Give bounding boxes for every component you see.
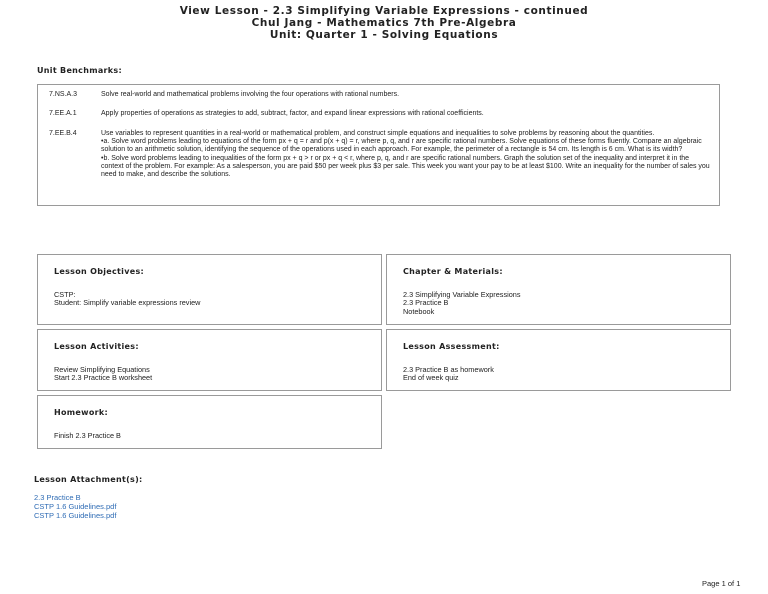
benchmark-paragraph: Solve real-world and mathematical problems involving the four operations with rational numbers. (101, 91, 400, 98)
lesson-objectives-content (54, 291, 200, 308)
benchmark-text (101, 91, 711, 99)
attachment-link[interactable]: 2.3 Practice B (34, 493, 81, 502)
benchmark-row (49, 110, 711, 118)
homework-line: Finish 2.3 Practice B (54, 431, 121, 440)
lesson-activities-box (37, 329, 382, 391)
assessment-line: 2.3 Practice B as homework (403, 365, 494, 374)
benchmark-paragraph: Apply properties of operations as strategies to add, subtract, factor, and expand linear expressions with rational coefficients. (101, 110, 484, 117)
unit-title: Unit: Quarter 1 - Solving Equations (269, 29, 499, 41)
homework-title: Homework: (54, 408, 109, 417)
lesson-assessment-content (403, 366, 494, 383)
lesson-objectives-box (37, 254, 382, 325)
homework-content (54, 432, 121, 440)
benchmark-code: 7.EE.B.4 (49, 130, 77, 137)
chapter-materials-box (386, 254, 731, 325)
unit-benchmarks-label: Unit Benchmarks: (37, 66, 122, 75)
objective-line: CSTP: (54, 290, 76, 299)
benchmark-paragraph: •a. Solve word problems leading to equations of the form px + q = r and p(x + q) = r, where p, q, and r are specific rational numbers. Solve equations of these forms fluently. Compare an algebraic solution to an arithmetic solution, identifying the sequence of the operations used in each approach. For example, the perimeter of a rectangle is 54 cm. Its length is 6 cm. What is its width? (101, 138, 702, 154)
page-title: View Lesson - 2.3 Simplifying Variable Expressions - continued (179, 5, 589, 17)
chapter-materials-content (403, 291, 520, 316)
lesson-assessment-title: Lesson Assessment: (403, 342, 500, 351)
activity-line: Start 2.3 Practice B worksheet (54, 373, 153, 383)
lesson-activities-title: Lesson Activities: (54, 342, 139, 351)
attachment-link[interactable]: CSTP 1.6 Guidelines.pdf (34, 501, 117, 511)
material-line: 2.3 Simplifying Variable Expressions (403, 290, 521, 299)
attachment-link[interactable]: CSTP 1.6 Guidelines.pdf (34, 510, 117, 520)
material-line: Notebook (403, 306, 435, 316)
page-indicator: Page 1 of 1 (702, 579, 741, 588)
page-header (0, 5, 768, 41)
assessment-line: End of week quiz (403, 373, 459, 383)
lesson-attachments-label: Lesson Attachment(s): (34, 475, 143, 484)
benchmark-paragraph: Use variables to represent quantities in a real-world or mathematical problem, and construct simple equations and inequalities to solve problems by reasoning about the quantities. (101, 130, 655, 137)
attachment-list (34, 494, 116, 520)
benchmark-code: 7.NS.A.3 (49, 91, 78, 98)
benchmark-row (49, 130, 711, 179)
activity-line: Review Simplifying Equations (54, 365, 150, 374)
benchmarks-box (37, 84, 720, 206)
teacher-course: Chul Jang - Mathematics 7th Pre-Algebra (251, 17, 517, 29)
lesson-objectives-title: Lesson Objectives: (54, 267, 145, 276)
benchmark-paragraph: •b. Solve word problems leading to inequalities of the form px + q > r or px + q < r, where p, q, and r are specific rational numbers. Graph the solution set of the inequality and interpret it in the context of the problem. For example: As a salesperson, you are paid $50 per week plus $3 per sale. This week you want your pay to be at least $100. Write an inequality for the number of sales you need to make, and describe the solutions. (101, 154, 710, 179)
benchmark-text (101, 130, 711, 179)
material-line: 2.3 Practice B (403, 298, 449, 308)
benchmark-row (49, 91, 711, 99)
benchmark-code: 7.EE.A.1 (49, 110, 77, 117)
lesson-activities-content (54, 366, 152, 383)
lesson-assessment-box (386, 329, 731, 391)
benchmark-text (101, 110, 711, 118)
objective-line: Student: Simplify variable expressions review (54, 298, 201, 308)
homework-box (37, 395, 382, 449)
chapter-materials-title: Chapter & Materials: (403, 267, 503, 276)
